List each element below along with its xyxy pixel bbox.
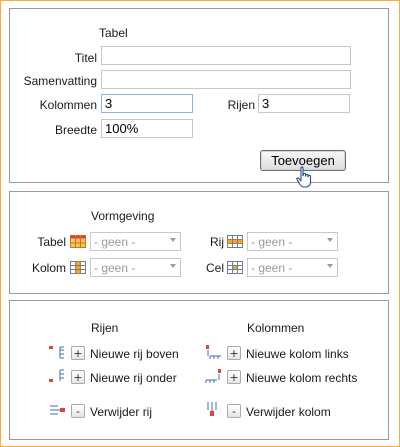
rows-columns-panel — [9, 300, 389, 440]
add-row-above-button[interactable]: + — [71, 346, 85, 360]
insert-row-above-icon — [48, 344, 68, 360]
format-panel — [9, 191, 389, 294]
delete-column-label: Verwijder kolom — [246, 405, 331, 419]
kolommen-input[interactable] — [101, 94, 193, 113]
chevron-down-icon — [327, 238, 333, 242]
insert-row-below-icon — [48, 368, 68, 384]
hand-cursor-icon — [295, 166, 315, 190]
row-icon — [227, 235, 243, 248]
rows-section-title: Rijen — [91, 321, 119, 335]
insert-column-left-icon — [204, 344, 224, 360]
add-row-below-label: Nieuwe rij onder — [90, 371, 177, 385]
breedte-input[interactable] — [101, 119, 193, 138]
insert-column-right-icon — [204, 368, 224, 384]
cell-icon — [227, 261, 243, 274]
tabel-style-dropdown[interactable] — [90, 232, 181, 251]
chevron-down-icon — [327, 264, 333, 268]
tabel-style-label: Tabel — [37, 235, 66, 249]
kolom-style-label: Kolom — [31, 261, 66, 275]
cel-style-label: Cel — [205, 261, 224, 275]
table-properties-panel — [9, 8, 389, 183]
chevron-down-icon — [170, 264, 176, 268]
kolommen-label: Kolommen — [39, 98, 97, 112]
kolom-style-value: - geen - — [94, 261, 136, 275]
add-row-below-button[interactable]: + — [71, 370, 85, 384]
cel-style-dropdown[interactable] — [247, 258, 338, 277]
cel-style-value: - geen - — [251, 261, 293, 275]
chevron-down-icon — [170, 238, 176, 242]
add-column-left-label: Nieuwe kolom links — [246, 347, 349, 361]
titel-label: Titel — [74, 51, 97, 65]
rijen-label: Rijen — [227, 98, 255, 112]
add-column-left-button[interactable]: + — [227, 346, 241, 360]
rij-style-label: Rij — [210, 235, 224, 249]
delete-row-icon — [48, 402, 68, 418]
add-column-right-label: Nieuwe kolom rechts — [246, 371, 358, 385]
delete-row-button[interactable]: - — [71, 404, 85, 418]
kolom-style-dropdown[interactable] — [90, 258, 181, 277]
delete-row-label: Verwijder rij — [90, 405, 153, 419]
columns-section-title: Kolommen — [247, 321, 305, 335]
rij-style-value: - geen - — [251, 235, 293, 249]
breedte-label: Breedte — [54, 123, 97, 137]
table-icon — [70, 235, 86, 248]
add-row-above-label: Nieuwe rij boven — [90, 347, 179, 361]
format-section-title: Vormgeving — [91, 209, 155, 223]
samenvatting-label: Samenvatting — [23, 74, 97, 88]
titel-input[interactable] — [101, 46, 351, 65]
rij-style-dropdown[interactable] — [247, 232, 338, 251]
delete-column-icon — [204, 401, 224, 417]
toevoegen-button[interactable]: Toevoegen — [260, 150, 346, 171]
column-icon — [70, 261, 86, 274]
tabel-style-value: - geen - — [94, 235, 136, 249]
delete-column-button[interactable]: - — [227, 404, 241, 418]
add-column-right-button[interactable]: + — [227, 370, 241, 384]
rijen-input[interactable] — [258, 94, 350, 113]
samenvatting-input[interactable] — [101, 70, 351, 89]
table-section-title: Tabel — [99, 26, 128, 40]
